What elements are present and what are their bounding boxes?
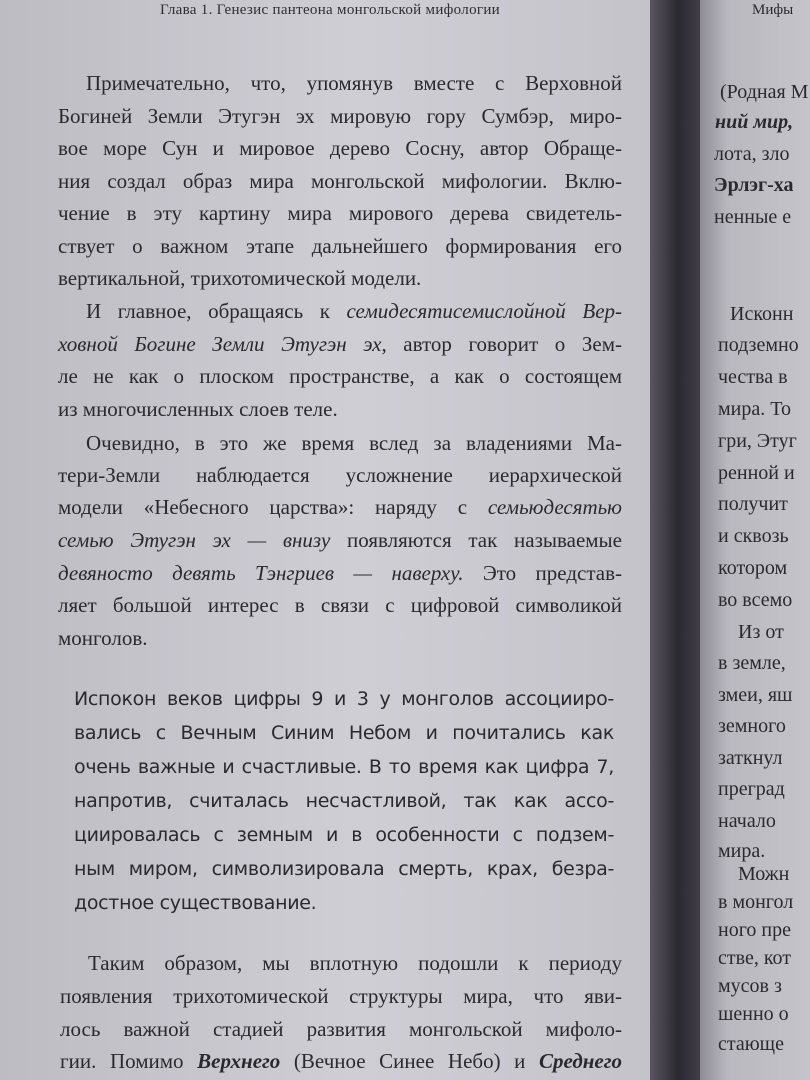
text-line-fragment: котором (718, 557, 788, 579)
text-line-fragment: Исконн (730, 303, 794, 325)
text-line-fragment: стающе (718, 1033, 784, 1055)
bold-italic-phrase: Среднего (539, 1049, 622, 1073)
text-line-fragment: (Родная М (720, 81, 809, 103)
right-page (700, 0, 810, 1080)
text-line-fragment: змеи, яш (718, 684, 793, 706)
text-line: гии. Помимо Верхнего (Вечное Синее Небо) и Среднего (60, 1049, 622, 1073)
quote-line: вались с Вечным Синим Небом и почитались как (74, 722, 614, 744)
text-line-fragment: преград (718, 778, 785, 800)
text-line-fragment: в земле, (718, 652, 786, 674)
text-line-fragment: чества в (718, 366, 788, 388)
text-line-fragment: земного (718, 715, 786, 737)
text-line: девяносто девять Тэнгриев — наверху. Это представ- (58, 561, 622, 585)
text-line-fragment: гри, Этуг (718, 430, 797, 452)
text-line: появления трихотомической структуры мира, что яви- (60, 984, 622, 1008)
text-line-fragment: ненные е (714, 206, 792, 228)
text-line-fragment: ренной и (718, 462, 795, 484)
text-line-fragment: и сквозь (718, 525, 789, 547)
quote-line: напротив, считалась несчастливой, так как ассо- (74, 790, 614, 812)
text-line: Богиней Земли Этугэн эх мировую гору Сумбэр, миро- (58, 104, 622, 128)
text-line: Таким образом, мы вплотную подошли к периоду (88, 951, 622, 975)
italic-phrase: семьюдесятью (487, 495, 622, 519)
text-line: из многочисленных слоев теле. (58, 397, 338, 421)
text-line-fragment: получит (718, 493, 788, 515)
text-line-fragment: мира. То (718, 398, 791, 420)
text-line-fragment: в монгол (718, 891, 794, 913)
text-line: вертикальной, трихотомической модели. (58, 266, 422, 290)
running-head: Глава 1. Генезис пантеона монгольской мифологии (160, 2, 500, 18)
italic-phrase: ховной Богине Земли Этугэн эх (58, 332, 382, 356)
text-line: вое море Сун и мировое дерево Сосну, автор Обраще- (58, 136, 622, 160)
running-head-right: Мифы (752, 2, 794, 18)
text-line: Примечательно, что, упомянув вместе с Верховной (86, 71, 622, 95)
quote-line: ным миром, символизировала смерть, крах, безра- (74, 858, 614, 880)
text-line-fragment: ний мир, (715, 111, 794, 133)
text-line: Очевидно, в это же время вслед за владениями Ма- (86, 431, 622, 455)
text-line-fragment: во всемо (718, 589, 793, 611)
text-line: тери-Земли наблюдается усложнение иерархической (58, 463, 622, 487)
text-line: И главное, обращаясь к семидесятисемислойной Вер- (86, 299, 623, 323)
text-line: ствует о важном этапе дальнейшего формирования его (58, 234, 622, 258)
text-line: ле не как о плоском пространстве, а как о состоящем (58, 364, 622, 388)
text-line-fragment: Можн (738, 863, 790, 885)
text-line-fragment: ного пре (718, 919, 791, 941)
text-line: семью Этугэн эх — внизу появляются так называемые (58, 528, 622, 552)
text-line: лось важной стадией развития монгольской мифоло- (60, 1017, 622, 1041)
quote-line: очень важные и счастливые. В то время как цифра 7, (74, 756, 614, 778)
text-line-fragment: мусов з (718, 975, 782, 997)
text-line-fragment: Из от (738, 621, 784, 643)
text-line: чение в эту картину мира мирового дерева свидетель- (58, 201, 622, 225)
text-line-fragment: лота, зло (714, 143, 790, 165)
text-line: ляет большой интерес в связи с цифровой символикой (58, 593, 622, 617)
italic-phrase: девяносто девять Тэнгриев — наверху. (58, 561, 464, 585)
text-line-fragment: заткнул (718, 747, 783, 769)
text-line: ховной Богине Земли Этугэн эх, автор говорит о Зем- (58, 332, 622, 356)
quote-line: циировалась с земным и в особенности с подзем- (74, 824, 614, 846)
text-line: монголов. (58, 626, 148, 650)
text-line-fragment: Эрлэг-ха (714, 174, 794, 196)
bold-italic-phrase: Верхнего (197, 1049, 281, 1073)
text-line: ния создал образ мира монгольской мифологии. Вклю- (58, 169, 622, 193)
text-line-fragment: стве, кот (718, 947, 791, 969)
italic-phrase: семидесятисемислойной Вер- (346, 299, 623, 323)
quote-line: достное существование. (74, 892, 317, 914)
quote-line: Испокон веков цифры 9 и 3 у монголов ассоцииро- (74, 688, 614, 710)
text-line-fragment: подземно (718, 334, 799, 356)
text-line-fragment: шенно о (718, 1003, 789, 1025)
text-line-fragment: мира. (718, 840, 766, 862)
italic-phrase: семью Этугэн эх — внизу (58, 528, 331, 552)
text-line-fragment: начало (718, 810, 776, 832)
text-line: модели «Небесного царства»: наряду с семьюдесятью (58, 495, 622, 519)
